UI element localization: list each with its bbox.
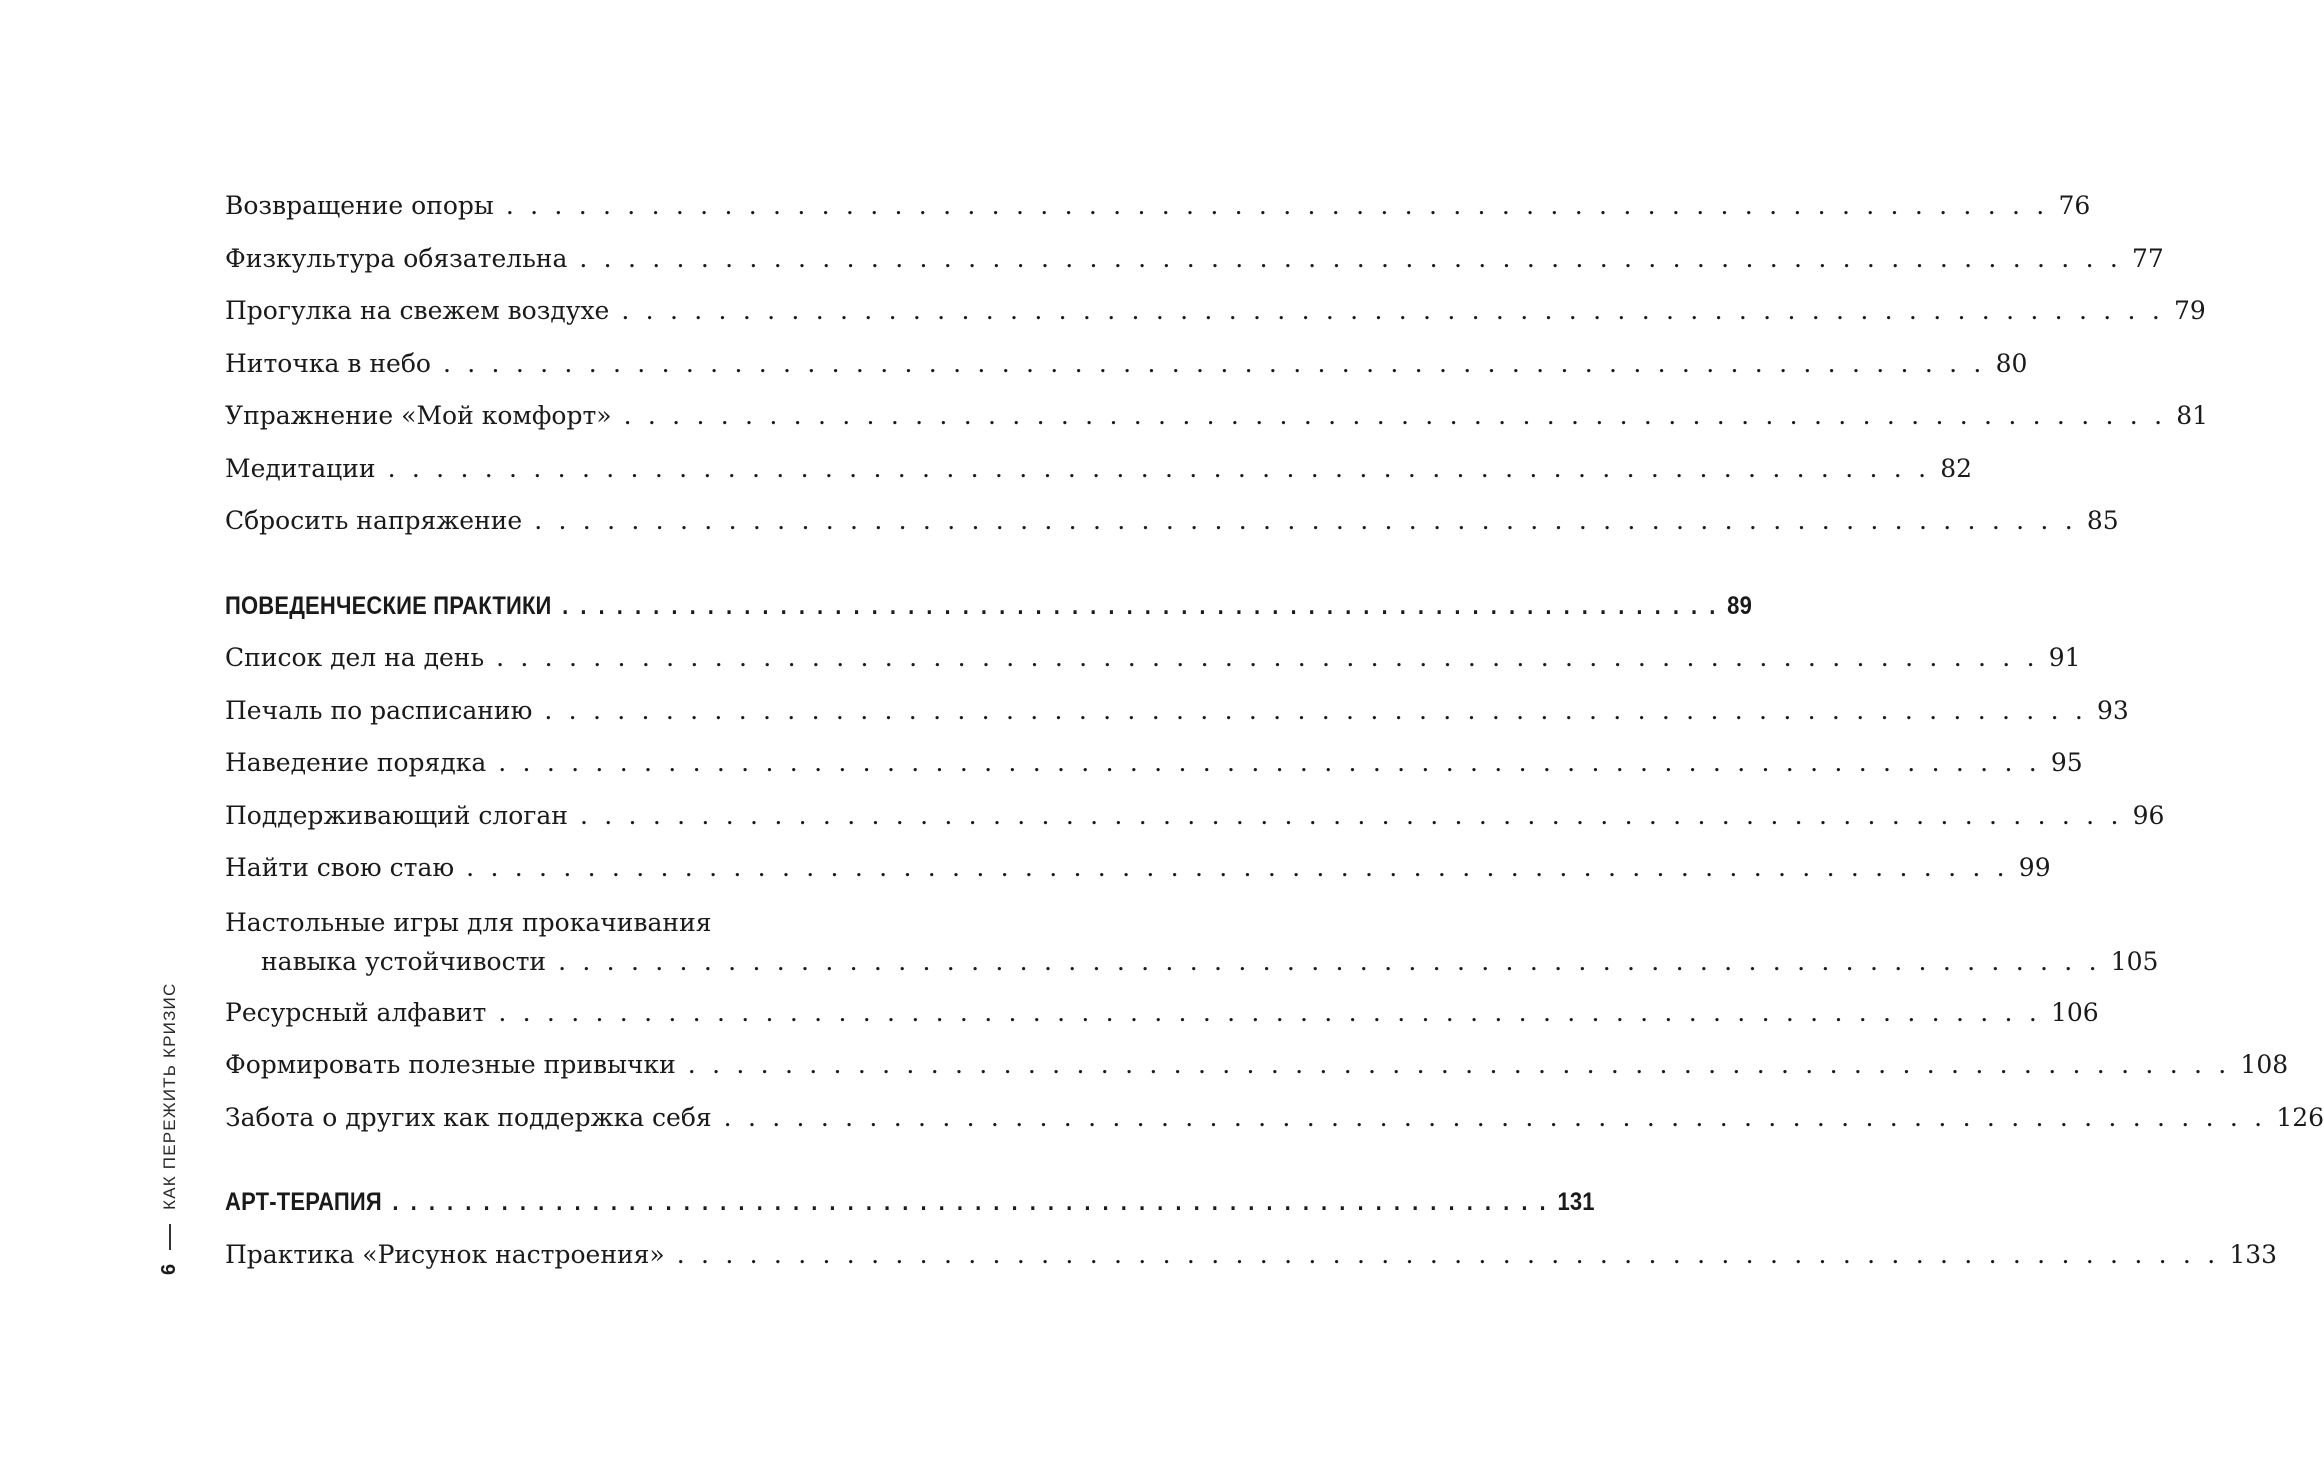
toc-entry-title: Поддерживающий слоган	[225, 800, 568, 830]
toc-entry[interactable]	[225, 1039, 2289, 1092]
dot-leader	[443, 338, 1986, 391]
section-spacer	[225, 1144, 861, 1176]
table-of-contents	[225, 180, 2324, 1281]
toc-entry-page: 99	[2018, 853, 2051, 882]
toc-entry[interactable]	[225, 790, 2165, 843]
toc-entry-page: 82	[1940, 453, 1973, 483]
toc-entry-title: Список дел на день	[225, 643, 485, 672]
dot-leader	[562, 580, 1718, 633]
running-head	[158, 983, 181, 1275]
toc-entry-title: Наведение порядка	[225, 748, 487, 777]
toc-entry-title: Прогулка на свежем воздухе	[225, 296, 610, 325]
toc-entry-page: 81	[2176, 401, 2209, 430]
toc-entry[interactable]	[225, 338, 2028, 391]
dot-leader	[466, 842, 2009, 895]
toc-entry-title: Настольные игры для прокачивания	[225, 907, 712, 937]
toc-section-heading[interactable]	[225, 580, 1752, 633]
toc-entry-title: Возвращение опоры	[225, 191, 494, 220]
toc-entry-title: Медитации	[225, 453, 376, 483]
toc-entry[interactable]	[225, 233, 2164, 286]
toc-entry-title: Физкультура обязательна	[225, 243, 568, 273]
toc-entry-title: Ресурсный алфавит	[225, 997, 487, 1027]
toc-entry[interactable]	[225, 390, 2209, 443]
toc-entry-page: 133	[2229, 1239, 2278, 1269]
toc-entry-page: 76	[2058, 191, 2091, 220]
toc-entry[interactable]	[225, 1092, 2324, 1145]
toc-entry[interactable]	[225, 1229, 2278, 1282]
toc-entry-title: Печаль по расписанию	[225, 695, 533, 725]
dot-leader	[724, 1092, 2267, 1145]
toc-entry-page: 80	[1995, 348, 2028, 378]
toc-section-heading[interactable]	[225, 1176, 1595, 1229]
section-spacer	[225, 548, 861, 580]
book-title: КАК ПЕРЕЖИТЬ КРИЗИС	[159, 982, 179, 1210]
toc-entry[interactable]	[225, 632, 2081, 685]
dot-leader	[624, 390, 2167, 443]
toc-entry-title: Ниточка в небо	[225, 348, 431, 378]
dot-leader	[496, 632, 2039, 685]
toc-entry-page: 105	[2110, 946, 2159, 976]
dot-leader	[388, 443, 1931, 496]
toc-entry[interactable]	[225, 987, 2099, 1040]
toc-entry-page: 106	[2050, 997, 2099, 1027]
toc-section-page: 131	[1557, 1188, 1595, 1216]
toc-entry-title: Найти свою стаю	[225, 853, 455, 882]
toc-entry-page: 126	[2276, 1102, 2324, 1132]
dot-leader	[677, 1229, 2220, 1282]
divider-bar	[169, 1224, 171, 1250]
toc-entry-title: Формировать полезные привычки	[225, 1050, 676, 1079]
toc-section-title: ПОВЕДЕНЧЕСКИЕ ПРАКТИКИ	[225, 591, 552, 620]
toc-entry-page: 85	[2086, 506, 2119, 535]
toc-entry-page: 96	[2132, 800, 2165, 830]
toc-entry-page: 77	[2132, 243, 2164, 273]
dot-leader	[688, 1039, 2231, 1092]
dot-leader	[621, 285, 2164, 338]
toc-entry-page: 108	[2240, 1050, 2289, 1079]
toc-entry[interactable]	[225, 842, 2051, 895]
toc-entry[interactable]	[225, 895, 2159, 987]
toc-section-page: 89	[1727, 591, 1752, 620]
toc-entry[interactable]	[225, 685, 2129, 738]
dot-leader	[498, 737, 2041, 790]
toc-entry[interactable]	[225, 285, 2206, 338]
toc-entry[interactable]	[225, 495, 2119, 548]
dot-leader	[558, 942, 2101, 981]
toc-entry[interactable]	[225, 180, 2091, 233]
toc-entry-title: Сбросить напряжение	[225, 506, 523, 535]
dot-leader	[506, 180, 2049, 233]
dot-leader	[580, 790, 2123, 843]
toc-entry[interactable]	[225, 737, 2083, 790]
toc-entry-title: Забота о других как поддержка себя	[225, 1102, 712, 1132]
toc-entry-title-continued: навыка устойчивости	[261, 946, 547, 976]
toc-entry-page: 95	[2050, 748, 2083, 777]
toc-entry-page: 79	[2174, 296, 2206, 325]
toc-entry-page: 93	[2097, 695, 2129, 725]
toc-entry[interactable]	[225, 443, 1973, 496]
toc-entry-title: Упражнение «Мой комфорт»	[225, 401, 612, 430]
toc-section-title: АРТ-ТЕРАПИЯ	[225, 1188, 382, 1216]
toc-entry-page: 91	[2048, 643, 2081, 672]
dot-leader	[534, 495, 2077, 548]
dot-leader	[544, 685, 2087, 738]
dot-leader	[579, 233, 2122, 286]
dot-leader	[498, 987, 2041, 1040]
page-number: 6	[158, 1263, 180, 1275]
dot-leader	[392, 1176, 1548, 1229]
toc-entry-title: Практика «Рисунок настроения»	[225, 1239, 665, 1269]
